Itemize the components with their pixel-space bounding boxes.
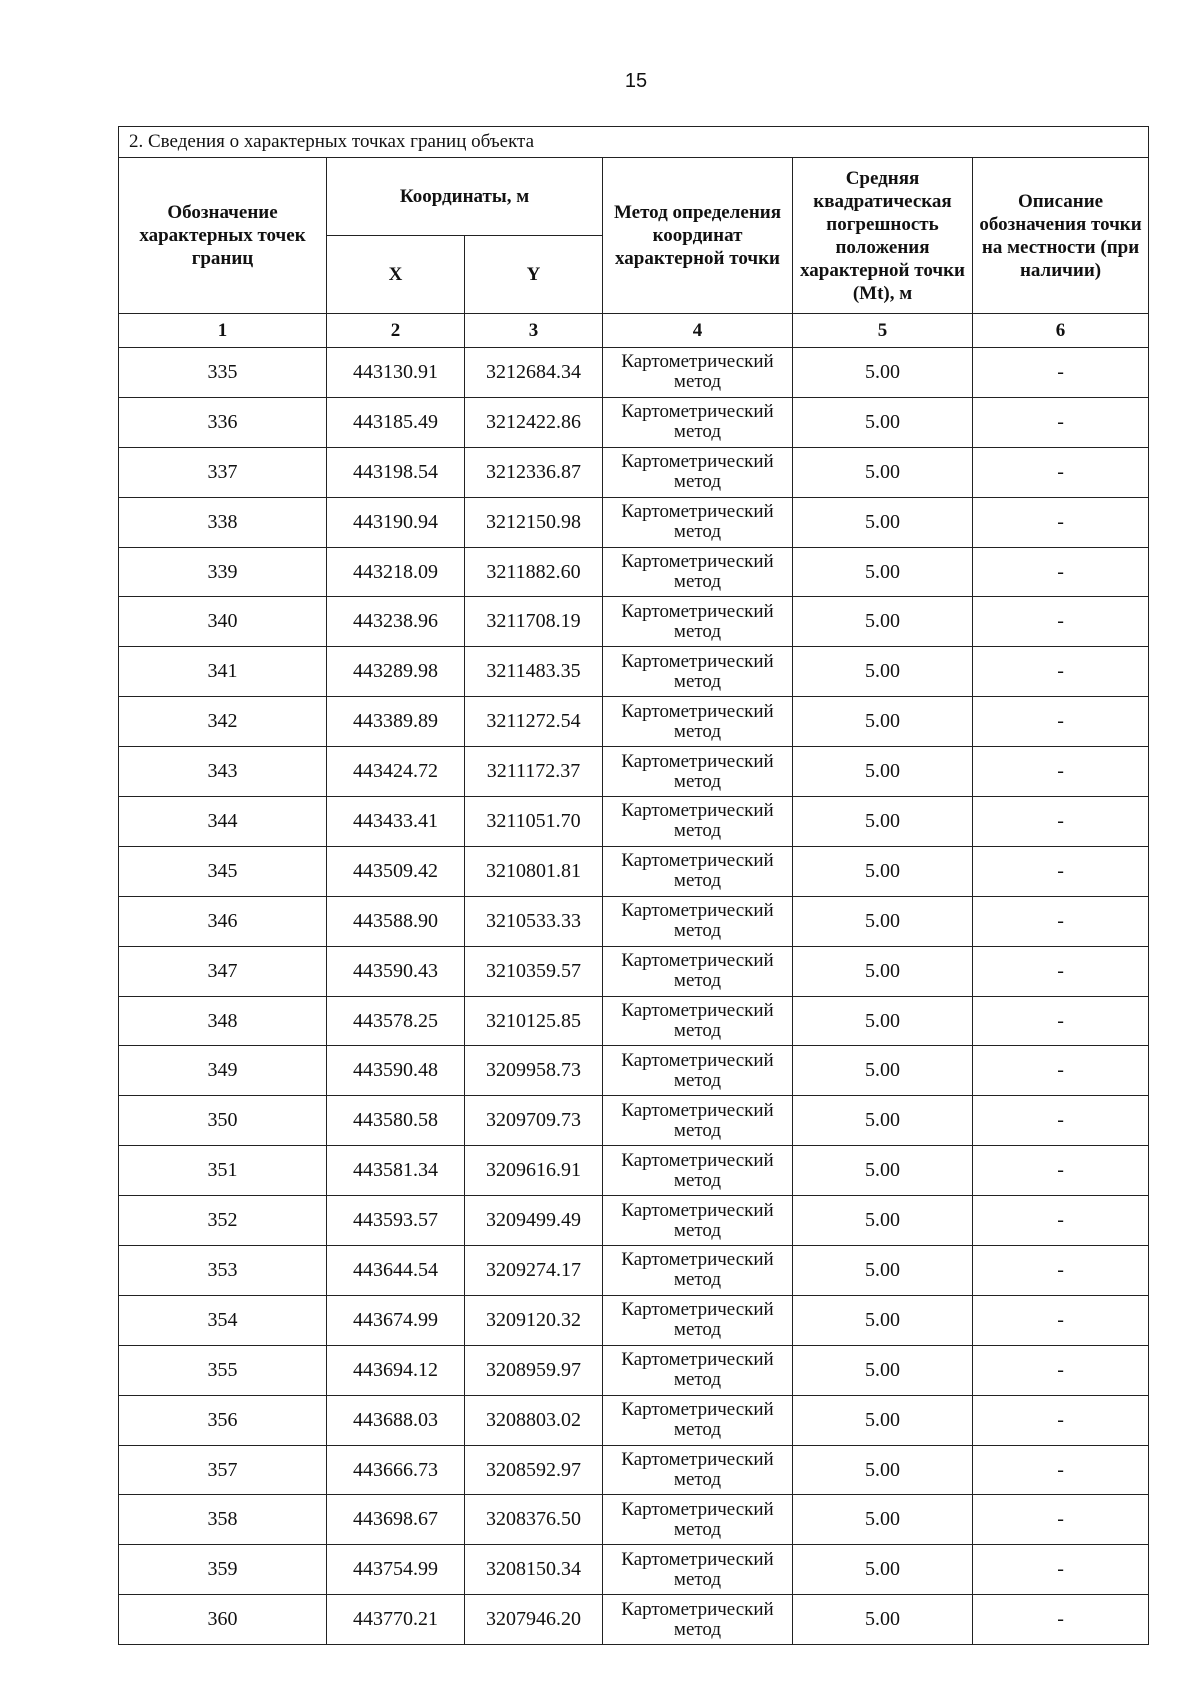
y-coordinate-cell: 3208803.02: [465, 1395, 603, 1445]
method-line: Картометрический: [621, 800, 774, 822]
x-coordinate-cell: 443578.25: [327, 996, 465, 1046]
method-line: метод: [673, 1618, 722, 1640]
column-number: 5: [793, 314, 973, 348]
table-row: [119, 447, 1149, 497]
column-number: 3: [465, 314, 603, 348]
x-coordinate-cell: 443754.99: [327, 1545, 465, 1595]
y-coordinate-cell: 3210801.81: [465, 846, 603, 896]
method-line: метод: [673, 720, 722, 742]
boundary-points-table: [118, 126, 1149, 1645]
method-line: метод: [673, 571, 722, 592]
description-cell: -: [973, 1196, 1149, 1246]
y-coordinate-cell: 3209958.73: [465, 1046, 603, 1096]
method-line: метод: [673, 421, 722, 443]
column-number: 6: [973, 314, 1149, 348]
point-cell: 335: [119, 348, 327, 398]
method-line: Картометрический: [621, 401, 774, 423]
y-coordinate-cell: 3212150.98: [465, 497, 603, 547]
method-cell: [603, 747, 793, 797]
table-row: [119, 846, 1149, 896]
x-coordinate-cell: 443433.41: [327, 797, 465, 847]
column-number: 4: [603, 314, 793, 348]
table-row: [119, 348, 1149, 398]
error-cell: 5.00: [793, 647, 973, 697]
description-cell: -: [973, 1595, 1149, 1645]
y-coordinate-cell: 3211051.70: [465, 797, 603, 847]
method-cell: [603, 1046, 793, 1096]
table-row: [119, 697, 1149, 747]
error-cell: 5.00: [793, 1345, 973, 1395]
column-number: 2: [327, 314, 465, 348]
method-cell: [603, 1295, 793, 1345]
method-line: Картометрический: [621, 950, 774, 972]
method-cell: [603, 1395, 793, 1445]
point-cell: 337: [119, 447, 327, 497]
table-row: [119, 1545, 1149, 1595]
table-row: [119, 1495, 1149, 1545]
error-cell: 5.00: [793, 747, 973, 797]
x-coordinate-cell: 443694.12: [327, 1345, 465, 1395]
column-number: 1: [119, 314, 327, 348]
table-row: [119, 946, 1149, 996]
method-line: метод: [673, 471, 722, 493]
method-line: метод: [673, 371, 722, 393]
x-coordinate-cell: 443509.42: [327, 846, 465, 896]
method-cell: [603, 1445, 793, 1495]
table-row: [119, 797, 1149, 847]
method-line: Картометрический: [621, 501, 774, 523]
description-cell: -: [973, 647, 1149, 697]
method-line: Картометрический: [621, 1199, 774, 1221]
method-cell: [603, 1096, 793, 1146]
x-coordinate-cell: 443580.58: [327, 1096, 465, 1146]
point-cell: 342: [119, 697, 327, 747]
point-cell: 351: [119, 1146, 327, 1196]
error-cell: 5.00: [793, 1395, 973, 1445]
point-cell: 343: [119, 747, 327, 797]
table-row: [119, 747, 1149, 797]
method-line: метод: [673, 670, 722, 692]
error-cell: 5.00: [793, 397, 973, 447]
header-x: X: [327, 236, 465, 314]
y-coordinate-cell: 3209709.73: [465, 1096, 603, 1146]
x-coordinate-cell: 443590.48: [327, 1046, 465, 1096]
y-coordinate-cell: 3212684.34: [465, 348, 603, 398]
y-coordinate-cell: 3210125.85: [465, 996, 603, 1046]
method-line: метод: [673, 1020, 722, 1042]
description-cell: -: [973, 747, 1149, 797]
x-coordinate-cell: 443688.03: [327, 1395, 465, 1445]
method-line: Картометрический: [621, 551, 774, 572]
description-cell: -: [973, 447, 1149, 497]
header-description: Описание обозначения точки на местности (при наличии): [973, 158, 1149, 314]
description-cell: -: [973, 497, 1149, 547]
method-cell: [603, 896, 793, 946]
method-line: метод: [673, 1119, 722, 1141]
table-row: [119, 996, 1149, 1046]
y-coordinate-cell: 3211172.37: [465, 747, 603, 797]
point-cell: 341: [119, 647, 327, 697]
method-line: Картометрический: [621, 351, 774, 373]
method-cell: [603, 697, 793, 747]
point-cell: 339: [119, 547, 327, 597]
method-cell: [603, 1196, 793, 1246]
description-cell: -: [973, 946, 1149, 996]
description-cell: -: [973, 597, 1149, 647]
error-cell: 5.00: [793, 547, 973, 597]
description-cell: -: [973, 797, 1149, 847]
method-line: метод: [673, 1469, 722, 1491]
method-line: Картометрический: [621, 700, 774, 722]
table-row: [119, 1246, 1149, 1296]
method-line: метод: [673, 870, 722, 892]
description-cell: -: [973, 1445, 1149, 1495]
header-error: Средняя квадратическая погрешность положения характерной точки (Mt), м: [793, 158, 973, 314]
x-coordinate-cell: 443588.90: [327, 896, 465, 946]
x-coordinate-cell: 443593.57: [327, 1196, 465, 1246]
error-cell: 5.00: [793, 797, 973, 847]
method-cell: [603, 1246, 793, 1296]
description-cell: -: [973, 1345, 1149, 1395]
error-cell: 5.00: [793, 1445, 973, 1495]
method-line: метод: [673, 1518, 722, 1540]
point-cell: 346: [119, 896, 327, 946]
table-row: [119, 1295, 1149, 1345]
method-line: Картометрический: [621, 1099, 774, 1121]
method-line: Картометрический: [621, 850, 774, 872]
method-line: Картометрический: [621, 1498, 774, 1520]
y-coordinate-cell: 3212336.87: [465, 447, 603, 497]
y-coordinate-cell: 3209616.91: [465, 1146, 603, 1196]
method-cell: [603, 348, 793, 398]
error-cell: 5.00: [793, 447, 973, 497]
method-line: Картометрический: [621, 1149, 774, 1171]
method-line: Картометрический: [621, 1349, 774, 1371]
x-coordinate-cell: 443185.49: [327, 397, 465, 447]
y-coordinate-cell: 3209120.32: [465, 1295, 603, 1345]
method-cell: [603, 946, 793, 996]
x-coordinate-cell: 443581.34: [327, 1146, 465, 1196]
point-cell: 348: [119, 996, 327, 1046]
point-cell: 353: [119, 1246, 327, 1296]
method-line: Картометрический: [621, 600, 774, 622]
method-cell: [603, 797, 793, 847]
point-cell: 349: [119, 1046, 327, 1096]
description-cell: -: [973, 1246, 1149, 1296]
y-coordinate-cell: 3211272.54: [465, 697, 603, 747]
method-cell: [603, 497, 793, 547]
error-cell: 5.00: [793, 1096, 973, 1146]
x-coordinate-cell: 443289.98: [327, 647, 465, 697]
header-y: Y: [465, 236, 603, 314]
method-cell: [603, 1545, 793, 1595]
point-cell: 355: [119, 1345, 327, 1395]
method-line: Картометрический: [621, 1598, 774, 1620]
method-line: метод: [673, 521, 722, 543]
error-cell: 5.00: [793, 846, 973, 896]
table-row: [119, 1345, 1149, 1395]
table-row: [119, 397, 1149, 447]
description-cell: -: [973, 1495, 1149, 1545]
error-cell: 5.00: [793, 497, 973, 547]
point-cell: 347: [119, 946, 327, 996]
description-cell: -: [973, 1395, 1149, 1445]
y-coordinate-cell: 3208592.97: [465, 1445, 603, 1495]
table-row: [119, 647, 1149, 697]
error-cell: 5.00: [793, 896, 973, 946]
x-coordinate-cell: 443698.67: [327, 1495, 465, 1545]
method-line: метод: [673, 1069, 722, 1091]
method-line: Картометрический: [621, 1000, 774, 1022]
x-coordinate-cell: 443424.72: [327, 747, 465, 797]
y-coordinate-cell: 3211882.60: [465, 547, 603, 597]
method-line: Картометрический: [621, 1049, 774, 1071]
method-line: Картометрический: [621, 900, 774, 922]
x-coordinate-cell: 443198.54: [327, 447, 465, 497]
x-coordinate-cell: 443190.94: [327, 497, 465, 547]
section-title: 2. Сведения о характерных точках границ объекта: [119, 127, 1149, 158]
method-line: Картометрический: [621, 451, 774, 473]
error-cell: 5.00: [793, 697, 973, 747]
method-cell: [603, 647, 793, 697]
method-line: метод: [673, 1169, 722, 1191]
point-cell: 358: [119, 1495, 327, 1545]
point-cell: 359: [119, 1545, 327, 1595]
method-cell: [603, 397, 793, 447]
description-cell: -: [973, 846, 1149, 896]
point-cell: 356: [119, 1395, 327, 1445]
method-line: Картометрический: [621, 750, 774, 772]
point-cell: 350: [119, 1096, 327, 1146]
point-cell: 338: [119, 497, 327, 547]
table-row: [119, 497, 1149, 547]
error-cell: 5.00: [793, 1545, 973, 1595]
x-coordinate-cell: 443644.54: [327, 1246, 465, 1296]
description-cell: -: [973, 1545, 1149, 1595]
y-coordinate-cell: 3208376.50: [465, 1495, 603, 1545]
column-numbers-row: [119, 314, 1149, 348]
page-number: 15: [624, 70, 648, 92]
description-cell: -: [973, 397, 1149, 447]
table-body: [119, 348, 1149, 1645]
method-cell: [603, 1345, 793, 1395]
description-cell: -: [973, 1096, 1149, 1146]
method-line: метод: [673, 1568, 722, 1590]
method-line: метод: [673, 970, 722, 992]
table-row: [119, 1395, 1149, 1445]
table-row: [119, 1196, 1149, 1246]
x-coordinate-cell: 443770.21: [327, 1595, 465, 1645]
method-line: метод: [673, 820, 722, 842]
method-line: метод: [673, 1269, 722, 1291]
method-line: Картометрический: [621, 1299, 774, 1321]
method-cell: [603, 996, 793, 1046]
error-cell: 5.00: [793, 1146, 973, 1196]
description-cell: -: [973, 1146, 1149, 1196]
table-row: [119, 896, 1149, 946]
error-cell: 5.00: [793, 1495, 973, 1545]
y-coordinate-cell: 3209274.17: [465, 1246, 603, 1296]
point-cell: 344: [119, 797, 327, 847]
table-row: [119, 547, 1149, 597]
method-line: Картометрический: [621, 650, 774, 672]
error-cell: 5.00: [793, 1246, 973, 1296]
description-cell: -: [973, 348, 1149, 398]
method-line: метод: [673, 1219, 722, 1241]
method-line: метод: [673, 920, 722, 942]
method-line: Картометрический: [621, 1449, 774, 1471]
y-coordinate-cell: 3210533.33: [465, 896, 603, 946]
error-cell: 5.00: [793, 597, 973, 647]
method-cell: [603, 597, 793, 647]
table-row: [119, 1046, 1149, 1096]
method-cell: [603, 1495, 793, 1545]
y-coordinate-cell: 3209499.49: [465, 1196, 603, 1246]
error-cell: 5.00: [793, 348, 973, 398]
header-coordinates: Координаты, м: [327, 158, 603, 236]
y-coordinate-cell: 3208959.97: [465, 1345, 603, 1395]
method-line: Картометрический: [621, 1548, 774, 1570]
method-line: метод: [673, 770, 722, 792]
y-coordinate-cell: 3210359.57: [465, 946, 603, 996]
point-cell: 340: [119, 597, 327, 647]
method-line: метод: [673, 620, 722, 642]
error-cell: 5.00: [793, 1295, 973, 1345]
point-cell: 357: [119, 1445, 327, 1495]
point-cell: 354: [119, 1295, 327, 1345]
method-cell: [603, 1146, 793, 1196]
header-method: Метод определения координат характерной точки: [603, 158, 793, 314]
description-cell: -: [973, 1046, 1149, 1096]
description-cell: -: [973, 996, 1149, 1046]
point-cell: 352: [119, 1196, 327, 1246]
method-line: Картометрический: [621, 1249, 774, 1271]
table-row: [119, 1096, 1149, 1146]
method-line: Картометрический: [621, 1399, 774, 1421]
y-coordinate-cell: 3207946.20: [465, 1595, 603, 1645]
error-cell: 5.00: [793, 1196, 973, 1246]
point-cell: 360: [119, 1595, 327, 1645]
error-cell: 5.00: [793, 1595, 973, 1645]
method-cell: [603, 447, 793, 497]
y-coordinate-cell: 3211483.35: [465, 647, 603, 697]
error-cell: 5.00: [793, 1046, 973, 1096]
error-cell: 5.00: [793, 996, 973, 1046]
description-cell: -: [973, 697, 1149, 747]
description-cell: -: [973, 896, 1149, 946]
header-designation: Обозначение характерных точек границ: [119, 158, 327, 314]
table-row: [119, 1595, 1149, 1645]
method-cell: [603, 1595, 793, 1645]
method-line: метод: [673, 1319, 722, 1341]
description-cell: -: [973, 547, 1149, 597]
y-coordinate-cell: 3211708.19: [465, 597, 603, 647]
method-cell: [603, 846, 793, 896]
x-coordinate-cell: 443218.09: [327, 547, 465, 597]
method-line: метод: [673, 1369, 722, 1391]
error-cell: 5.00: [793, 946, 973, 996]
description-cell: -: [973, 1295, 1149, 1345]
x-coordinate-cell: 443590.43: [327, 946, 465, 996]
x-coordinate-cell: 443666.73: [327, 1445, 465, 1495]
table-row: [119, 1445, 1149, 1495]
x-coordinate-cell: 443130.91: [327, 348, 465, 398]
x-coordinate-cell: 443238.96: [327, 597, 465, 647]
method-cell: [603, 547, 793, 597]
point-cell: 345: [119, 846, 327, 896]
method-line: метод: [673, 1419, 722, 1441]
x-coordinate-cell: 443389.89: [327, 697, 465, 747]
x-coordinate-cell: 443674.99: [327, 1295, 465, 1345]
y-coordinate-cell: 3208150.34: [465, 1545, 603, 1595]
point-cell: 336: [119, 397, 327, 447]
table-row: [119, 1146, 1149, 1196]
table-row: [119, 597, 1149, 647]
y-coordinate-cell: 3212422.86: [465, 397, 603, 447]
